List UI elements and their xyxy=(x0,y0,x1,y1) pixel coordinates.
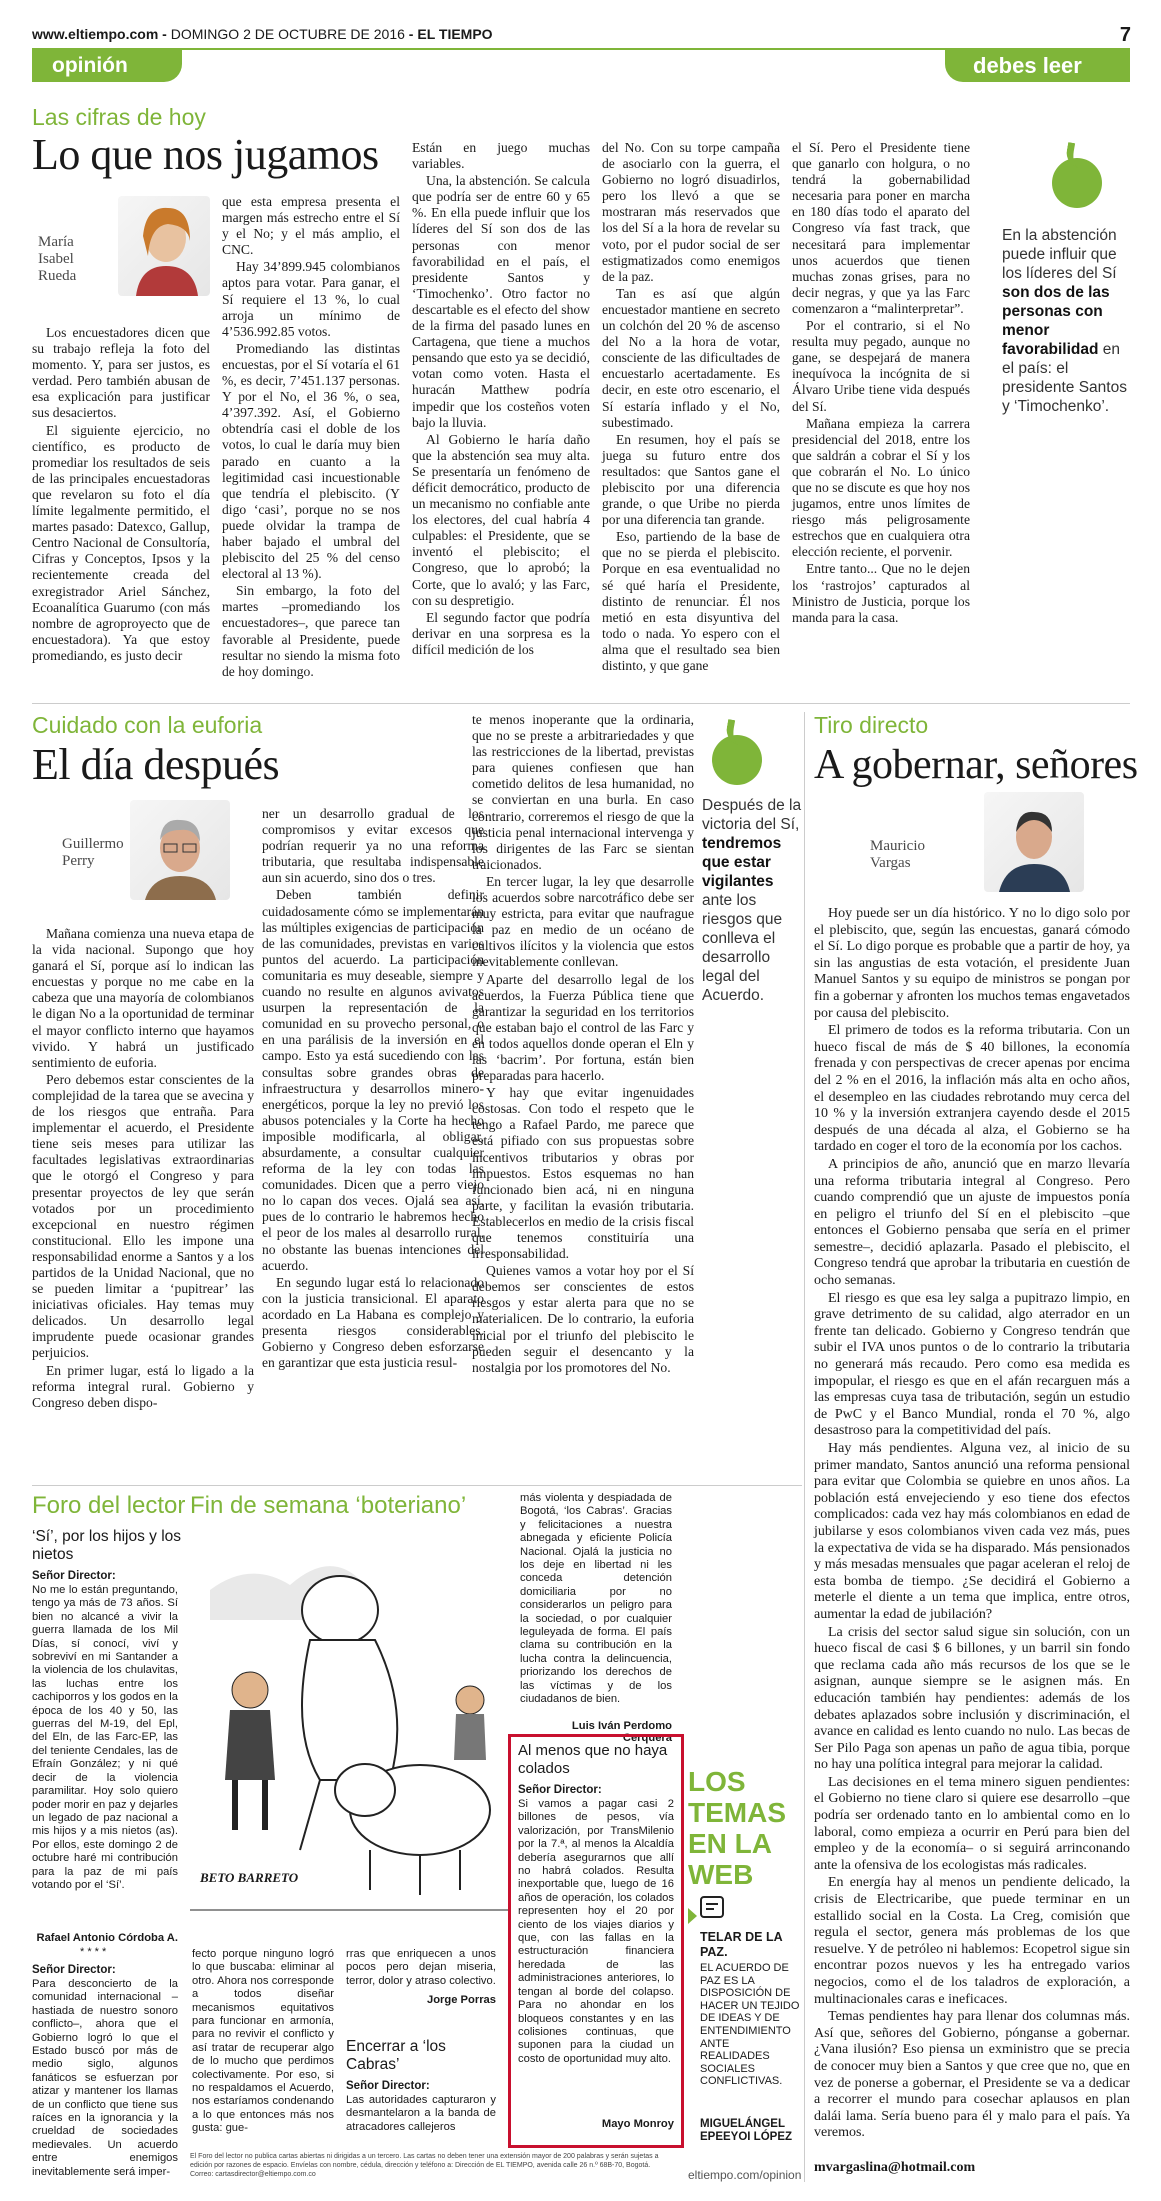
article3-kicker: Tiro directo xyxy=(814,712,929,738)
web-topics-title: LOS TEMAS EN LA WEB xyxy=(688,1766,786,1890)
footer-fine-print: El Foro del lector no publica cartas abiertas ni dirigidas a un tercero. Las cartas no deben tener una extensión mayor de 200 palabras y serán sujetas a edición por razones de espacio. Envíelas con nombre, cédula, dirección y teléfono a: Dirección de EL TIEMPO, avenida calle 26 n.º 68B-70, Bogotá. Correo: cartasdirector@eltiempo.com.co xyxy=(190,2153,659,2178)
letter1-signature: Rafael Antonio Córdoba A. xyxy=(36,1932,178,1944)
article2-col1: Mañana comienza una nueva etapa de la vida nacional. Supongo que hoy ganará el Sí, porque así lo indican las encuestas y porque no me cabe en la cabeza que una mayoría de colombianos le digan No a la oportunidad de terminar el mayor conflicto interno que hayamos vivido. Y habrá un justificado sentimiento de euforia. Pero debemos estar conscientes de la complejidad de la tarea que se avecina y de los riesgos que entraña. Para implementar el acuerdo, el Presidente tiene seis meses para utilizar las facultades legislativas extraordinarias que le otorgó el Congreso y para presentar proyectos de ley que serán votados por un procedimiento excepcional en nuestro régimen constitucional. Ello les impone una responsabilidad enorme a Santos y a los partidos de la Unidad Nacional, que no se pueden limitar a ‘pupitrear’ las iniciativas oficiales. Hay temas muy delicados. Un desarrollo legal imprudente puede ocasionar grandes perjuicios. En primer lugar, está lo ligado a la reforma integral rural. Gobierno y Congreso deben dispo- xyxy=(32,926,254,1410)
letter2-body: Para desconcierto de la comunidad internacional –hastiada de nuestro sonoro conflicto–, ahora que el Gobierno logró lo que el Estado buscó por más de medio siglo, algunos fanáticos se esfuerzan por atizar y mantener los llamas de un conflicto que tiene sus raíces en la ignorancia y la crueldad de sociedades medievales. Un acuerdo entre enemigos inevitablemente será imper- xyxy=(32,1978,178,2178)
article1-col4: del No. Con su torpe campaña de asociarlo con la guerra, el Gobierno no logró disuadirlos, pero los llevó a que se mostraran más reservados que los del Sí a la hora de revelar su voto, por el pudor social de ser estigmatizados como enemigos de la paz. Tan es así que algún encuestador mantiene en secreto un colchón del 20 % de ascenso del No a la hora de votar, consciente de las dificultades de encuestarlo acertadamente. Es decir, en este otro escenario, el Sí estaría inflado y el No, subestimado. En resumen, hoy el país se juega su futuro entre dos resultados: que Santos gane el plebiscito por una diferencia grande, o que Uribe no pierda por una diferencia tan grande. Eso, partiendo de la base de que no se pierda el plebiscito. Porque en esa eventualidad no sé qué haría el Presidente, distinto de renunciar. Él nos metió en esta disyuntiva del todo o nada. Yo espero con el alma que el resultado sea bien distinto, y que gane xyxy=(602,140,780,673)
article2-kicker: Cuidado con la euforia xyxy=(32,712,263,738)
article1-headline: Lo que nos jugamos xyxy=(32,130,379,179)
article1-col2: que esta empresa presenta el margen más estrecho entre el Sí y el No; y el más amplio, el CNC. Hay 34’899.945 colombianos aptos para votar. Para ganar, el Sí requiere el 13 %, lo cual arroja un mínimo de 4’536.992.85 votos. Promediando las distintas encuestas, por el Sí votaría el 61 %, es decir, 7’451.137 personas. Y por el No, el 36 %, o sea, 4’397.392. Así, el Gobierno obtendría casi el doble de los votos, lo cual le daría muy bien parado en cuanto a la legitimidad casi incuestionable que tendría el plebiscito. (Y digo ‘casi’, porque no se nos puede olvidar la trampa de haber bajado el umbral del plebiscito del 25 % del censo electoral al 13 %). Sin embargo, la foto del martes –promediando los encuestadores–, que parece tan favorable al Presidente, puede resultar no siendo la misma foto de hoy domingo. xyxy=(222,194,400,679)
stars: * * * * xyxy=(80,1946,107,1958)
cartoon-letter-signature: Luis Iván Perdomo Cerquera xyxy=(571,1720,672,1744)
letter1-salute: Señor Director: xyxy=(32,1570,116,1582)
letter2-col2: fecto porque ninguno logró lo que buscaba: eliminar al otro. Ahora nos corresponde a todos diseñar mecanismos equitativos para funcionar en armonía, para no revivir el conflicto y así tratar de recuperar algo de lo mucho que perdimos colectivamente. Por eso, si no respaldamos el Acuerdo, nos estaríamos condenando a lo que entonces más nos gusta: gue- xyxy=(192,1948,334,2135)
menos-salute: Señor Director: xyxy=(518,1784,602,1796)
divider xyxy=(32,1485,802,1486)
article1-author: María Isabel Rueda xyxy=(38,234,77,284)
author-email[interactable]: mvargaslina@hotmail.com xyxy=(814,2160,976,2175)
divider xyxy=(804,712,805,2182)
foro-kicker: Foro del lector xyxy=(32,1492,186,1519)
cartoon-illustration xyxy=(190,1530,508,1930)
author-photo-vargas xyxy=(984,792,1084,892)
article1-kicker: Las cifras de hoy xyxy=(32,104,206,130)
article3-body: Hoy puede ser un día histórico. Y no lo digo solo por el plebiscito, que, según las encuestas, ganará cómodo el Sí. Lo digo porque es probable que a partir de hoy, ya sin las angustias de esta votación, el presidente Juan Manuel Santos y su equipo de ministros se pongan por fin a gobernar y afronten los muchos temas engavetados por causa del plebiscito. El primero de todos es la reforma tributaria. Con un hueco fiscal de más de $ 40 billones, la economía frenada y con perspectivas de crecer apenas por encima del 2 % en el 2016, la inflación más alta en ocho años, el desempleo en las ciudades rebrotando muy cerca del 10 % y la inversión extranjera cayendo desde el 2015 después de una década al alza, el Gobierno se ha tardado en coger el toro de la economía por los cachos. A principios de año, anunció que en marzo llevaría una reforma tributaria integral al Congreso. Pero cuando comprendió que un ajuste de impuestos ponía en peligro el triunfo del Sí en el plebiscito –que entonces el Gobierno pensaba que sería en el primer semestre–, decidió aplazarla. Pasado el plebiscito, el Congreso tendrá que aprobar la tributaria en cuestión de ocho semanas. El riesgo es que esa ley salga a pupitrazo limpio, en grave detrimento de su calidad, algo aterrador en un frente tan delicado. Gobierno y Congreso tendrán que subir el IVA unos puntos o de lo contrario la tributaria no generará más recaudo. Pero como esa medida es impopular, el riesgo es que en el afán recarguen más a las empresas cuya tasa de tributación, según un estudio de PwC y el Banco Mundial, ronda el 70 %, algo desastroso para la competitividad del país. Hay más pendientes. Alguna vez, al inicio de su primer mandato, Santos anunció una reforma pensional para evitar que Colombia se quiebre en unos años. La población está envejeciendo y eso tiene dos efectos complicados: cada vez hay más colombianos en edad de jubilarse y esos colombianos viven cada vez más, pues la expectativa de vida se ha disparado. Más pensionados y más mesadas mensuales que pagar aceleran el reloj de esta bomba de tiempo. ¿Se decidirá el Gobierno a meterle el diente a un tema que implica, entre otros, aumentar la edad de jubilación? La crisis del sector salud sigue sin solución, con un hueco fiscal de casi $ 6 billones, y un barril sin fondo que reclama cada año más recursos de los que se le asignan, aunque siempre se le asignen más. En educación también hay pendientes: además de los debates aplazados sobre inclusión y discriminación, el avance en calidad es lento cuando no nulo. Las becas de Ser Pilo Paga son apenas un paño de agua tibia, porque no hay una política integral para mejorar la calidad. Las decisiones en el tema minero siguen pendientes: el Gobierno no tiene claro si quiere ese desarrollo –que podría ser ordenado tanto en lo ambiental como en lo laboral, como empieza a ocurrir en Perú para bien del empleo y de la economía– o si seguirá arrinconando ante la ofensiva de los ecologistas más radicales. En energía hay al menos un pendiente delicado, la crisis de Electricaribe, que puede terminar en un estallido social en la Costa. La Creg, comisión que regula el sector, genera más problemas de los que resuelve. Y de petróleo ni hablemos: Ecopetrol sigue sin encontrar pozos nuevos y les ha entregado varios negocios, como el de los taladros de exploración, a multinacionales caras e ineficaces. Temas pendientes hay para llenar dos columnas más. Así que, señores del Gobierno, pónganse a gobernar. ¿Vana ilusión? Eso piensa un exministro que se precia de conocer muy bien a Santos y que cree que no, que en vez de ponerse a gobernar, el Presidente se va a dedicar a recorrer el mundo para cosechar aplausos en plan dalái lama. Sería bueno para él y malo para el país. Ya veremos. xyxy=(814,906,1130,2141)
letter2-salute: Señor Director: xyxy=(32,1964,116,1976)
letter2-signature: Jorge Porras xyxy=(426,1994,496,2006)
letter2-col3: rras que enriquecen a unos pocos pero dejan miseria, terror, dolor y atraso colectivo. xyxy=(346,1948,496,1987)
article2-headline: El día después xyxy=(32,740,280,789)
letter1-title: ‘Sí’, por los hijos y los nietos xyxy=(32,1528,182,1563)
article2-author: Guillermo Perry xyxy=(62,836,124,869)
issue-date: DOMINGO 2 DE OCTUBRE DE 2016 xyxy=(170,26,405,42)
author-photo-perry xyxy=(130,800,230,900)
article2-col2: ner un desarrollo gradual de los compromisos y evitar excesos que podrían requerir ya no una reforma tributaria, que resultaba indispensable aun sin acuerdo, sino dos o tres. Deben también definir cuidadosamente cómo se implementarán las múltiples exigencias de participación de las comunidades, previstas en varios puntos del acuerdo. La participación comunitaria es muy deseable, siempre y cuando no resulte en algunos avivatos usurpen la representación de la comunidad en su provecho personal, o en una parálisis de la inversión en el campo. Esto ya está sucediendo con las consultas sobre grandes obras de infraestructura y desarrollos minero-energéticos, porque la ley no previó los abusos potenciales y la Corte ha hecho imposible modificarla, al obligar, absurdamente, a consultar cualquier reforma de la ley con todas las comunidades. Dicen que a perro viejo no lo capan dos veces. Ojalá sea así, pues de lo contrario le habremos hecho el peor de los males al desarrollo rural, no obstante las buenas intenciones del acuerdo. En segundo lugar está lo relacionado con la justicia transicional. El aparato acordado en La Habana es complejo y presenta riesgos considerables. Gobierno y Congreso deben esforzarse en garantizar que esta justicia resul- xyxy=(262,806,484,1371)
chat-icon xyxy=(700,1896,724,1918)
footer-url[interactable]: eltiempo.com/opinion xyxy=(688,2168,802,2182)
site-url[interactable]: www.eltiempo.com xyxy=(32,26,159,42)
cabras-body: Las autoridades capturaron y desmantelaron a la banda de atracadores callejeros xyxy=(346,2094,496,2133)
web-topic-heading[interactable]: TELAR DE LA PAZ. xyxy=(700,1930,783,1959)
web-topic-description: EL ACUERDO DE PAZ ES LA DISPOSICIÓN DE HACER UN TEJIDO DE IDEAS Y DE ENTENDIMIENTO ANTE REALIDADES SOCIALES CONFLICTIVAS. xyxy=(700,1962,800,2088)
article2-pullquote: Después de la victoria del Sí, tendremos que estar vigilantes ante los riesgos que conlleva el desarrollo legal del Acuerdo. xyxy=(702,797,802,1004)
author-photo-rueda xyxy=(118,196,210,296)
article3-headline: A gobernar, señores xyxy=(814,742,1138,788)
section-tab[interactable]: opinión xyxy=(32,50,182,82)
divider xyxy=(32,703,1130,704)
paper-name: EL TIEMPO xyxy=(417,26,493,42)
menos-body: Si vamos a pagar casi 2 billones de pesos, vía valorización, por TransMilenio por la 7.ª, al menos la Alcaldía debería asegurarnos que allí no habrá colados. Resulta inexportable que, luego de 16 años de operación, los colados representen hoy el 20 por ciento de los viajes diarios y que, con las fallas en la estructuración financiera heredada de las administraciones anteriores, lo tengan al borde del colapso. Para no ahondar en los bloqueos constantes y en las colisiones continuas, que suponen para la ciudad un costo de oportunidad muy alto. xyxy=(518,1798,674,2065)
masthead-line: www.eltiempo.com - DOMINGO 2 DE OCTUBRE DE 2016 - EL TIEMPO xyxy=(32,26,493,42)
letter1-body: No me lo están preguntando, tengo ya más de 73 años. Sí bien no alcancé a vivir la guerra llamada de los Mil Días, sí conocí, viví y sobreviví en mi Santander a la violencia de los chulavitas, las luchas entre los cachiporros y los godos en la época de los 40 y 50, las guerras del M-19, del Epl, del Eln, de las Farc-EP, las del teniente Cendales, las de Efraín González; y ni qué decir de la violencia paramilitar. Hoy solo quiero poder morir en paz y dejarles un legado de paz nacional a mis hijos y a mis nietos (as). Por ellos, este domingo 2 de octubre haré mi contribución para la paz de mi país votando por el ‘Sí’. xyxy=(32,1584,178,1891)
quote-icon xyxy=(1052,158,1102,208)
cartoon-title: Fin de semana ‘boteriano’ xyxy=(190,1492,467,1519)
cabras-title: Encerrar a ‘los Cabras’ xyxy=(346,2038,446,2073)
article1-col1: Los encuestadores dicen que su trabajo refleja la foto del momento. Y, para ser justos, es verdad. Pero también abusan de esa explicación para justificar sus desaciertos. El siguiente ejercicio, no científico, es producto de promediar los resultados de seis de las principales encuestadoras que revelaron su foto el día límite legalmente permitido, el martes pasado: Datexco, Gallup, Centro Nacional de Consultoría, Cifras y Conceptos, Ipsos y la recientemente creada del exregistrador Ariel Sánchez, Ecoanalítica Guarumo (con más nombre de agroproyecto que de encuestadora). Ya que estoy promediando, es justo decir xyxy=(32,325,210,663)
quote-icon xyxy=(712,735,762,785)
menos-title: Al menos que no haya colados xyxy=(518,1742,668,1777)
cabras-salute: Señor Director: xyxy=(346,2080,430,2092)
menos-signature: Mayo Monroy xyxy=(601,2118,674,2130)
debes-leer-tab[interactable]: debes leer xyxy=(945,50,1130,82)
article1-col3: Están en juego muchas variables. Una, la abstención. Se calcula que podría ser de entre 60 y 65 %. En ella puede influir que los líderes del Sí son dos de las personas con menor favorabilidad en el país, el presidente Santos y ‘Timochenko’. Otro factor no descartable es el efecto del show de la firma del pasado lunes en Cartagena, que tiene a muchos pensando que esto ya se decidió, votan como voten. Hasta el huracán Matthew podría impedir que los costeños voten bajo la lluvia. Al Gobierno le haría daño que la abstención sea muy alta. Se presentaría un fenómeno de déficit democrático, producto de un mecanismo no confiable ante los electores, del cual habría 4 culpables: el Presidente, que se inventó el plebiscito; el Congreso, que lo aprobó; la Corte, que lo avaló; y las Farc, con su despretigio. El segundo factor que podría derivar en una sorpresa es la difícil medición de los xyxy=(412,140,590,657)
article3-author: Mauricio Vargas xyxy=(870,838,925,871)
article1-col5: el Sí. Pero el Presidente tiene que ganarlo con holgura, o no tendrá la gobernabilidad necesaria para poner en marcha en 180 días todo el aparato del Congreso vía fast track, que necesitará para implementar unos acuerdos que tienen muchas zonas grises, para no decir negras, y que ya las Farc comenzaron a “malinterpretar”. Por el contrario, si el No resulta muy pegado, aunque no gane, se despejará de manera inequívoca la incógnita de si Álvaro Uribe tiene vida después del Sí. Mañana empieza la carrera presidencial del 2018, entre los que saldrán a cobrar el Sí y los que cobrarán el No. Lo único que no se discute es que hoy nos jugamos, entre unos límites de riesgo más peligrosamente estrechos que en cualquiera otra elección reciente, el porvenir. Entre tanto... Que no le dejen los ‘rastrojos’ capturados al Ministro de Justicia, porque los manda para la casa. xyxy=(792,140,970,625)
page-number: 7 xyxy=(1119,24,1131,46)
article2-col3: te menos inoperante que la ordinaria, que no se preste a arbitrariedades y que las restricciones de la libertad, previstas para quienes confiesen que han cometido delitos de lesa humanidad, no se conviertan en una burla. En caso contrario, correremos el riesgo de que la justicia penal internacional intervenga y los dirigentes de las Farc se sientan traicionados. En tercer lugar, la ley que desarrolle los acuerdos sobre narcotráfico debe ser muy estricta, para evitar que naufrague la paz en medio de un océano de cultivos ilícitos y la violencia que estos inevitablemente conllevan. Aparte del desarrollo legal de los acuerdos, la Fuerza Pública tiene que garantizar la seguridad en los territorios que estaban bajo el control de las Farc y en todos aquellos donde operan el Eln y las ‘bacrim’. Por fortuna, están bien preparadas para hacerlo. Y hay que evitar ingenuidades costosas. Con todo el respeto que le tengo a Rafael Pardo, me parece que está pifiado con sus propuestas sobre incentivos tributarios y obras por impuestos. Estos esquemas no han funcionado bien acá, ni en ninguna parte, y facilitan la evasión tributaria. Establecerlos en medio de la crisis fiscal que tenemos constituiría una irresponsabilidad. Quienes vamos a votar hoy por el Sí debemos ser conscientes de estos riesgos y estar alerta para que no se materialicen. De lo contrario, la euforia inicial por el triunfo del plebiscito le pueden seguir el desencanto y la nostalgia por los promotores del No. xyxy=(472,712,694,1375)
cartoon-letter-text: más violenta y despiadada de Bogotá, ‘los Cabras’. Gracias y felicitaciones a nuestra abnegada y eficiente Policía Nacional. Ojalá la justicia no los deje en libertad ni les conceda detención domiciliaria por no considerarlos un peligro para la sociedad, o por cualquier leguleyada de forma. El país clama su contribución en la lucha contra la delincuencia, priorizando los derechos de las víctimas y de los ciudadanos de bien. xyxy=(520,1492,672,1706)
web-arrow-icon xyxy=(688,1908,697,1924)
article1-pullquote: En la abstención puede influir que los líderes del Sí son dos de las personas con menor favorabilidad en el país: el presidente Santos y ‘Timochenko’. xyxy=(1002,227,1127,415)
cartoon-signature: BETO BARRETO xyxy=(200,1870,299,1885)
web-topic-author: MIGUELÁNGEL EPEEYOI LÓPEZ xyxy=(700,2118,793,2143)
